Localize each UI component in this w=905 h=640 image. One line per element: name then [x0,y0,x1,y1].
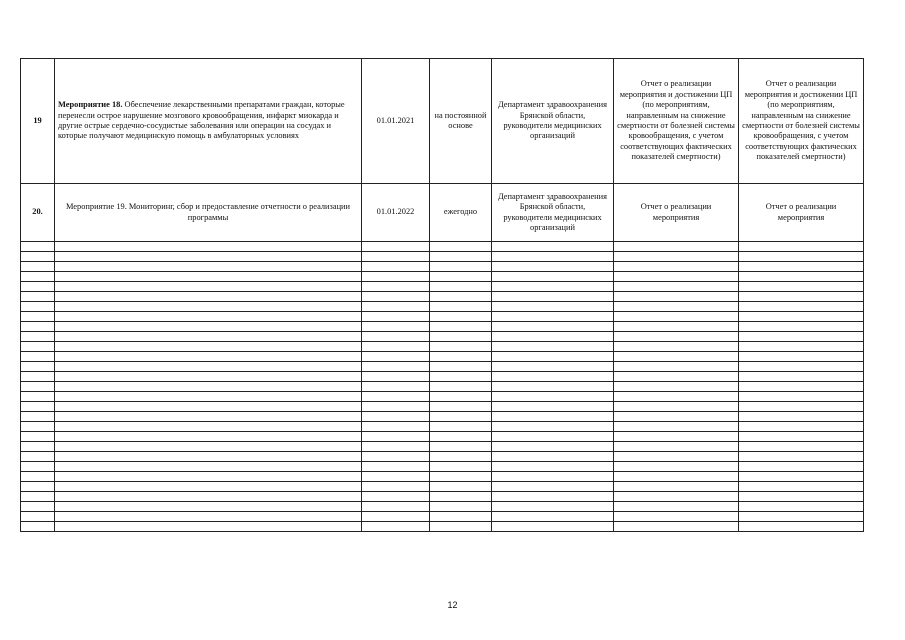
empty-cell [362,272,430,282]
activity-cell: Мероприятие 19. Мониторинг, сбор и предоставление отчетности о реализации программы [55,184,362,242]
empty-cell [739,392,864,402]
empty-row [21,462,864,472]
empty-row [21,332,864,342]
empty-cell [362,382,430,392]
empty-row [21,482,864,492]
empty-cell [492,262,614,272]
period-cell: на постоянной основе [430,59,492,184]
empty-cell [55,502,362,512]
empty-cell [739,432,864,442]
empty-cell [492,382,614,392]
empty-cell [362,262,430,272]
empty-cell [430,522,492,532]
table-row [21,184,864,242]
empty-cell [362,362,430,372]
empty-cell [55,362,362,372]
empty-cell [739,462,864,472]
empty-cell [362,422,430,432]
empty-cell [614,372,739,382]
empty-cell [21,392,55,402]
empty-cell [492,512,614,522]
empty-cell [55,372,362,382]
empty-cell [430,362,492,372]
empty-cell [55,522,362,532]
period-cell: ежегодно [430,184,492,242]
empty-cell [362,372,430,382]
empty-cell [21,422,55,432]
empty-cell [430,272,492,282]
empty-cell [430,372,492,382]
empty-cell [362,392,430,402]
table-row [21,59,864,184]
empty-cell [492,342,614,352]
empty-cell [430,312,492,322]
empty-cell [430,472,492,482]
empty-cell [492,312,614,322]
empty-cell [614,502,739,512]
empty-cell [362,462,430,472]
empty-cell [614,432,739,442]
empty-cell [614,322,739,332]
empty-cell [21,462,55,472]
empty-cell [614,292,739,302]
empty-row [21,512,864,522]
empty-cell [362,522,430,532]
empty-cell [739,342,864,352]
empty-cell [614,312,739,322]
empty-cell [21,442,55,452]
empty-cell [55,332,362,342]
empty-cell [362,242,430,252]
empty-cell [614,402,739,412]
empty-cell [55,272,362,282]
executor-cell: Департамент здравоохранения Брянской области, руководители медицинских организаций [492,184,614,242]
empty-row [21,442,864,452]
empty-row [21,352,864,362]
empty-cell [430,462,492,472]
result-cell-1: Отчет о реализации мероприятия [614,184,739,242]
empty-row [21,502,864,512]
empty-row [21,412,864,422]
row-number: 20. [21,184,55,242]
empty-cell [21,272,55,282]
empty-cell [739,292,864,302]
empty-cell [21,322,55,332]
empty-cell [492,462,614,472]
empty-cell [430,422,492,432]
empty-cell [492,372,614,382]
empty-cell [362,502,430,512]
empty-cell [614,252,739,262]
empty-cell [430,332,492,342]
empty-row [21,272,864,282]
empty-cell [492,392,614,402]
empty-cell [492,502,614,512]
empty-row [21,452,864,462]
empty-cell [739,272,864,282]
activity-description: Обеспечение лекарственными препаратами граждан, которые перенесли острое нарушение мозгового кровообращения, инфаркт миокарда и другие острые сердечно-сосудистые заболевания или операции на сосудах и которые получают медицинскую помощь в амбулаторных условиях [58,100,345,141]
empty-cell [362,442,430,452]
empty-cell [492,442,614,452]
empty-cell [55,342,362,352]
empty-cell [362,322,430,332]
empty-cell [55,422,362,432]
empty-cell [614,492,739,502]
empty-cell [430,512,492,522]
empty-cell [430,342,492,352]
empty-cell [21,492,55,502]
empty-cell [362,252,430,262]
empty-row [21,252,864,262]
result-cell-2: Отчет о реализации мероприятия и достижении ЦП (по мероприятиям, направленным на снижение смертности от болезней системы кровообращения, с учетом соответствующих фактических показателей смертности) [739,59,864,184]
empty-cell [739,282,864,292]
empty-cell [614,242,739,252]
empty-cell [21,312,55,322]
empty-cell [739,522,864,532]
empty-row [21,392,864,402]
empty-cell [362,282,430,292]
empty-row [21,522,864,532]
empty-cell [362,342,430,352]
empty-cell [739,402,864,412]
empty-cell [21,302,55,312]
empty-cell [430,382,492,392]
empty-cell [739,482,864,492]
empty-row [21,492,864,502]
empty-cell [362,312,430,322]
empty-cell [55,402,362,412]
empty-cell [55,482,362,492]
empty-cell [614,362,739,372]
empty-row [21,432,864,442]
empty-cell [492,402,614,412]
empty-row [21,262,864,272]
empty-cell [55,492,362,502]
empty-cell [614,262,739,272]
empty-cell [614,382,739,392]
empty-row [21,362,864,372]
empty-cell [614,482,739,492]
empty-cell [614,462,739,472]
empty-cell [55,262,362,272]
empty-cell [430,242,492,252]
empty-cell [739,332,864,342]
empty-cell [55,452,362,462]
empty-cell [55,282,362,292]
empty-cell [739,242,864,252]
empty-cell [21,262,55,272]
empty-cell [430,482,492,492]
empty-cell [492,492,614,502]
empty-cell [21,472,55,482]
empty-cell [430,322,492,332]
empty-cell [21,242,55,252]
empty-cell [614,302,739,312]
empty-cell [492,282,614,292]
empty-cell [492,472,614,482]
empty-cell [430,402,492,412]
executor-cell: Департамент здравоохранения Брянской области, руководители медицинских организаций [492,59,614,184]
empty-cell [21,402,55,412]
empty-cell [739,262,864,272]
empty-row [21,372,864,382]
activity-title-bold: Мероприятие 18. [58,100,123,110]
empty-cell [430,352,492,362]
empty-cell [430,282,492,292]
empty-cell [21,292,55,302]
empty-cell [430,252,492,262]
empty-cell [430,292,492,302]
empty-cell [430,492,492,502]
empty-cell [739,252,864,262]
empty-cell [739,372,864,382]
empty-cell [362,292,430,302]
empty-cell [362,402,430,412]
empty-cell [739,512,864,522]
empty-row [21,422,864,432]
empty-row [21,292,864,302]
empty-row [21,302,864,312]
empty-cell [362,452,430,462]
empty-cell [739,382,864,392]
empty-row [21,312,864,322]
empty-cell [55,512,362,522]
empty-cell [614,332,739,342]
empty-cell [21,372,55,382]
empty-cell [55,392,362,402]
empty-cell [21,382,55,392]
empty-cell [362,352,430,362]
empty-cell [492,482,614,492]
empty-cell [492,322,614,332]
empty-row [21,342,864,352]
empty-cell [55,462,362,472]
empty-cell [21,252,55,262]
empty-cell [362,412,430,422]
empty-cell [614,282,739,292]
empty-cell [362,472,430,482]
empty-cell [55,352,362,362]
empty-cell [492,422,614,432]
empty-cell [362,332,430,342]
empty-cell [614,272,739,282]
empty-cell [614,472,739,482]
empty-cell [492,302,614,312]
empty-cell [739,352,864,362]
empty-cell [739,472,864,482]
empty-cell [21,512,55,522]
empty-cell [21,502,55,512]
empty-cell [492,352,614,362]
empty-cell [55,242,362,252]
empty-cell [492,412,614,422]
empty-cell [430,452,492,462]
empty-cell [55,412,362,422]
empty-cell [739,502,864,512]
empty-cell [362,492,430,502]
empty-cell [21,342,55,352]
empty-cell [430,392,492,402]
empty-cell [362,432,430,442]
empty-cell [55,292,362,302]
empty-cell [21,452,55,462]
result-cell-2: Отчет о реализации мероприятия [739,184,864,242]
empty-cell [492,242,614,252]
empty-cell [492,432,614,442]
empty-cell [430,442,492,452]
empty-cell [739,362,864,372]
empty-cell [492,272,614,282]
empty-cell [21,522,55,532]
empty-cell [739,312,864,322]
empty-cell [21,362,55,372]
empty-cell [614,422,739,432]
empty-cell [739,302,864,312]
empty-cell [21,412,55,422]
empty-cell [492,522,614,532]
empty-cell [614,452,739,462]
empty-cell [21,332,55,342]
start-date-cell: 01.01.2022 [362,184,430,242]
empty-cell [739,442,864,452]
empty-cell [739,422,864,432]
empty-row [21,242,864,252]
empty-cell [362,302,430,312]
empty-cell [430,502,492,512]
empty-cell [739,322,864,332]
empty-cell [55,472,362,482]
empty-cell [55,382,362,392]
empty-cell [21,282,55,292]
empty-cell [430,432,492,442]
empty-cell [739,452,864,462]
empty-row [21,382,864,392]
empty-cell [614,512,739,522]
empty-cell [21,352,55,362]
empty-cell [492,362,614,372]
activity-cell [55,59,362,184]
start-date-cell: 01.01.2021 [362,59,430,184]
empty-cell [55,302,362,312]
empty-row [21,322,864,332]
empty-cell [55,432,362,442]
activities-table [20,58,864,532]
empty-cell [21,432,55,442]
empty-cell [614,392,739,402]
empty-cell [362,482,430,492]
empty-cell [21,482,55,492]
empty-row [21,282,864,292]
empty-cell [739,412,864,422]
empty-cell [362,512,430,522]
empty-cell [55,252,362,262]
empty-cell [55,322,362,332]
page-number: 12 [447,600,458,610]
empty-cell [739,492,864,502]
empty-row [21,402,864,412]
empty-cell [614,442,739,452]
result-cell-1: Отчет о реализации мероприятия и достижении ЦП (по мероприятиям, направленным на снижение смертности от болезней системы кровообращения, с учетом соответствующих фактических показателей смертности) [614,59,739,184]
empty-row [21,472,864,482]
empty-cell [55,442,362,452]
empty-cell [614,342,739,352]
empty-cell [430,412,492,422]
empty-cell [614,352,739,362]
empty-cell [55,312,362,322]
empty-cell [430,262,492,272]
empty-cell [614,522,739,532]
empty-cell [492,452,614,462]
empty-cell [492,332,614,342]
empty-cell [430,302,492,312]
row-number: 19 [21,59,55,184]
empty-cell [614,412,739,422]
empty-cell [492,292,614,302]
empty-cell [492,252,614,262]
